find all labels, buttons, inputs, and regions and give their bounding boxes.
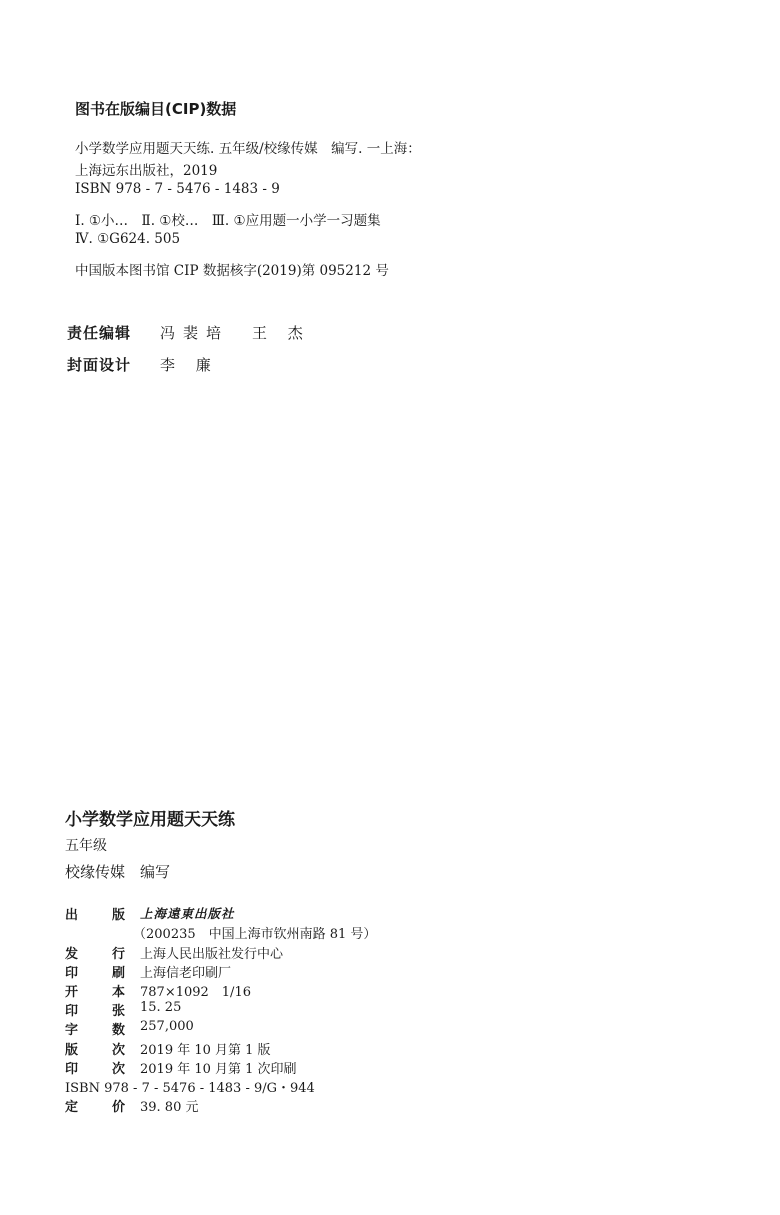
label-char: 印 (65, 1004, 79, 1020)
pub-detail-label (65, 1000, 125, 1019)
pub-detail-label (65, 962, 125, 981)
price-value: 39. 80 元 (140, 1100, 199, 1115)
pub-detail-label (65, 1039, 125, 1058)
pub-detail-label (65, 1019, 125, 1038)
label-char: 行 (111, 947, 125, 962)
label-char: 印 (65, 966, 79, 982)
label-char: 开 (65, 985, 79, 1001)
publisher-label (65, 904, 125, 923)
label-char: 数 (111, 1023, 125, 1039)
pub-detail-label (65, 981, 125, 1000)
book-author: 校缘传媒 编写 (65, 863, 171, 881)
cip-line-classification: Ⅳ. ①G624. 505 (75, 231, 181, 247)
label-char: 字 (65, 1023, 79, 1039)
pub-detail-value: 2019 年 10 月第 1 版 (140, 1042, 271, 1058)
cover-designer-name: 李 廉 (160, 356, 219, 374)
publisher-logo: 上海遠東出版社 (140, 906, 235, 921)
label-char: 刷 (111, 966, 125, 982)
label-char: 版 (111, 908, 125, 923)
pub-detail-value: 787×1092 1/16 (140, 985, 251, 1001)
isbn-full: ISBN 978 - 7 - 5476 - 1483 - 9/G・944 (65, 1081, 315, 1096)
label-char: 次 (111, 1042, 125, 1058)
book-title: 小学数学应用题天天练 (65, 810, 235, 830)
label-char: 定 (65, 1100, 79, 1115)
cip-line-book-entry: 小学数学应用题天天练. 五年级/校缘传媒 编写. 一上海： (75, 141, 421, 157)
pub-detail-value: 15. 25 (140, 1000, 182, 1016)
label-char: 发 (65, 947, 79, 962)
label-char: 张 (111, 1004, 125, 1020)
editor-label: 责任编辑 (67, 324, 132, 342)
cover-designer-label: 封面设计 (67, 356, 132, 374)
cip-line-isbn: ISBN 978 - 7 - 5476 - 1483 - 9 (75, 181, 280, 197)
pub-detail-value: 257,000 (140, 1019, 194, 1035)
pub-detail-value: 上海人民出版社发行中心 (140, 947, 284, 962)
cip-line-record-number: 中国版本图书馆 CIP 数据核字(2019)第 095212 号 (75, 263, 389, 279)
label-char: 印 (65, 1061, 79, 1077)
cip-line-subjects: Ⅰ. ①小… Ⅱ. ①校… Ⅲ. ①应用题一小学一习题集 (75, 213, 381, 229)
label-char: 本 (111, 985, 125, 1001)
price-label (65, 1096, 125, 1115)
label-char: 版 (65, 1042, 79, 1058)
cip-line-publisher: 上海远东出版社，2019 (75, 163, 218, 179)
publisher-address: （200235 中国上海市钦州南路 81 号） (133, 927, 377, 942)
pub-detail-value: 上海信老印刷厂 (140, 966, 232, 982)
pub-detail-label (65, 1058, 125, 1077)
label-char: 价 (111, 1100, 125, 1115)
label-char: 次 (111, 1061, 125, 1077)
label-char: 出 (65, 908, 79, 923)
pub-detail-label (65, 943, 125, 962)
book-grade: 五年级 (65, 838, 107, 854)
cip-title: 图书在版编目(CIP)数据 (75, 100, 237, 118)
editor-names: 冯裴培 王 杰 (160, 324, 311, 342)
pub-detail-value: 2019 年 10 月第 1 次印刷 (140, 1061, 297, 1077)
